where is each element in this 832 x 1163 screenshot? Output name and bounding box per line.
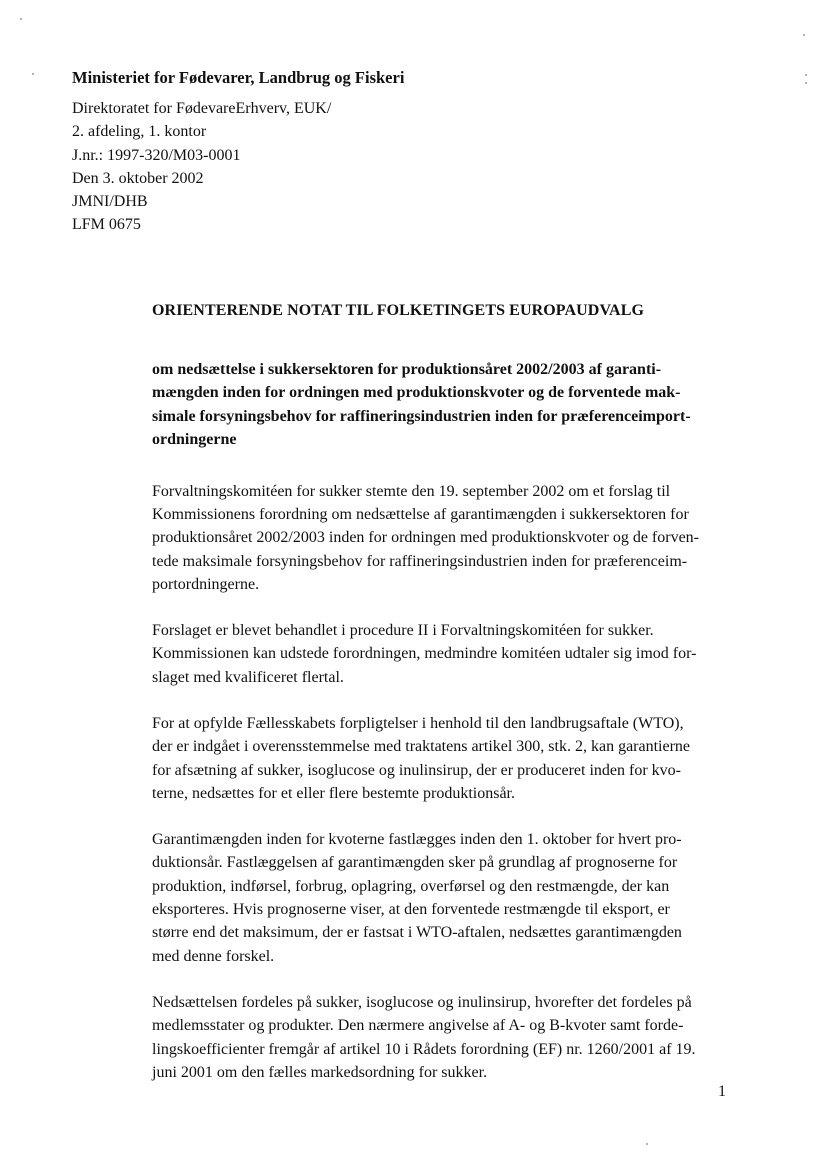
paragraph-line: slaget med kvalificeret flertal. — [152, 668, 344, 686]
paragraph-line: større end det maksimum, der er fastsat i WTO-aftalen, nedsættes garantimængden — [152, 924, 682, 942]
paragraph-line: Garantimængden inden for kvoterne fastlægges inden den 1. oktober for hvert pro- — [152, 831, 682, 849]
paragraph-line: Kommissionen kan udstede forordningen, medmindre komitéen udtaler sig imod for- — [152, 645, 697, 663]
paragraph-procedure — [152, 619, 732, 689]
directorate-line: Direktoratet for FødevareErhverv, EUK/ — [72, 100, 332, 117]
scan-speck — [32, 73, 34, 75]
paragraph-line: For at opfylde Fællesskabets forpligtelser i henhold til den landbrugsaftale (WTO), — [152, 715, 684, 732]
paragraph-distribution — [152, 991, 732, 1084]
paragraph-line: produktion, indførsel, forbrug, oplagring, overførsel og den restmængde, der kan — [152, 877, 670, 895]
paragraph-line: juni 2001 om den fælles markedsordning for sukker. — [152, 1063, 488, 1081]
paragraph-line: Forvaltningskomitéen for sukker stemte den 19. september 2002 om et forslag til — [152, 482, 671, 500]
scan-speck — [805, 74, 807, 76]
document-date: Den 3. oktober 2002 — [72, 169, 204, 187]
paragraph-line: portordningerne. — [152, 575, 260, 593]
paragraph-line: med denne forskel. — [152, 947, 275, 965]
paragraph-line: tede maksimale forsyningsbehov for raffineringsindustrien inden for præferenceim- — [152, 552, 688, 570]
document-subtitle — [152, 358, 732, 452]
ministry-name: Ministeriet for Fødevarer, Landbrug og Fiskeri — [72, 68, 405, 87]
paragraph-committee-vote — [152, 480, 732, 596]
letterhead — [72, 66, 592, 237]
paragraph-line: Forslaget er blevet behandlet i procedure II i Forvaltningskomitéen for sukker. — [152, 622, 654, 640]
reference-code: LFM 0675 — [72, 216, 141, 234]
scan-speck — [20, 18, 22, 20]
author-initials: JMNI/DHB — [72, 193, 148, 211]
paragraph-wto-obligations — [152, 712, 732, 805]
subtitle-line: ordningerne — [152, 431, 237, 449]
paragraph-line: for afsætning af sukker, isoglucose og inulinsirup, der er produceret inden for kvo- — [152, 761, 681, 779]
department-line: 2. afdeling, 1. kontor — [72, 123, 207, 141]
document-body — [152, 299, 732, 1084]
subtitle-line: om nedsættelse i sukkersektoren for produktionsåret 2002/2003 af garanti- — [152, 361, 662, 378]
paragraph-line: terne, nedsættes for et eller flere bestemte produktionsår. — [152, 784, 515, 802]
paragraph-line: duktionsår. Fastlæggelsen af garantimængden sker på grundlag af prognoserne for — [152, 854, 678, 872]
scan-speck — [646, 1143, 648, 1145]
paragraph-line: lingskoefficienter fremgår af artikel 10 i Rådets forordning (EF) nr. 1260/2001 af 19. — [152, 1040, 696, 1058]
paragraph-guarantee-quantity — [152, 828, 732, 968]
paragraph-line: medlemsstater og produkter. Den nærmere angivelse af A- og B-kvoter samt forde- — [152, 1017, 684, 1035]
subtitle-line: simale forsyningsbehov for raffineringsindustrien inden for præferenceimport- — [152, 407, 691, 425]
paragraph-line: Kommissionens forordning om nedsættelse af garantimængden i sukkersektoren for — [152, 505, 689, 523]
document-title: ORIENTERENDE NOTAT TIL FOLKETINGETS EUROPAUDVALG — [152, 302, 645, 319]
journal-number: J.nr.: 1997-320/M03-0001 — [72, 146, 241, 164]
paragraph-line: der er indgået i overensstemmelse med traktatens artikel 300, stk. 2, kan garantierne — [152, 738, 691, 756]
paragraph-line: Nedsættelsen fordeles på sukker, isoglucose og inulinsirup, hvorefter det fordeles på — [152, 993, 692, 1011]
page-number: 1 — [718, 1083, 726, 1100]
scan-speck — [805, 82, 807, 84]
subtitle-line: mængden inden for ordningen med produktionskvoter og de forventede mak- — [152, 384, 681, 402]
paragraph-line: produktionsåret 2002/2003 inden for ordningen med produktionskvoter og de forven- — [152, 529, 699, 547]
paragraph-line: eksporteres. Hvis prognoserne viser, at den forventede restmængde til eksport, er — [152, 901, 670, 919]
scan-speck — [803, 34, 805, 36]
